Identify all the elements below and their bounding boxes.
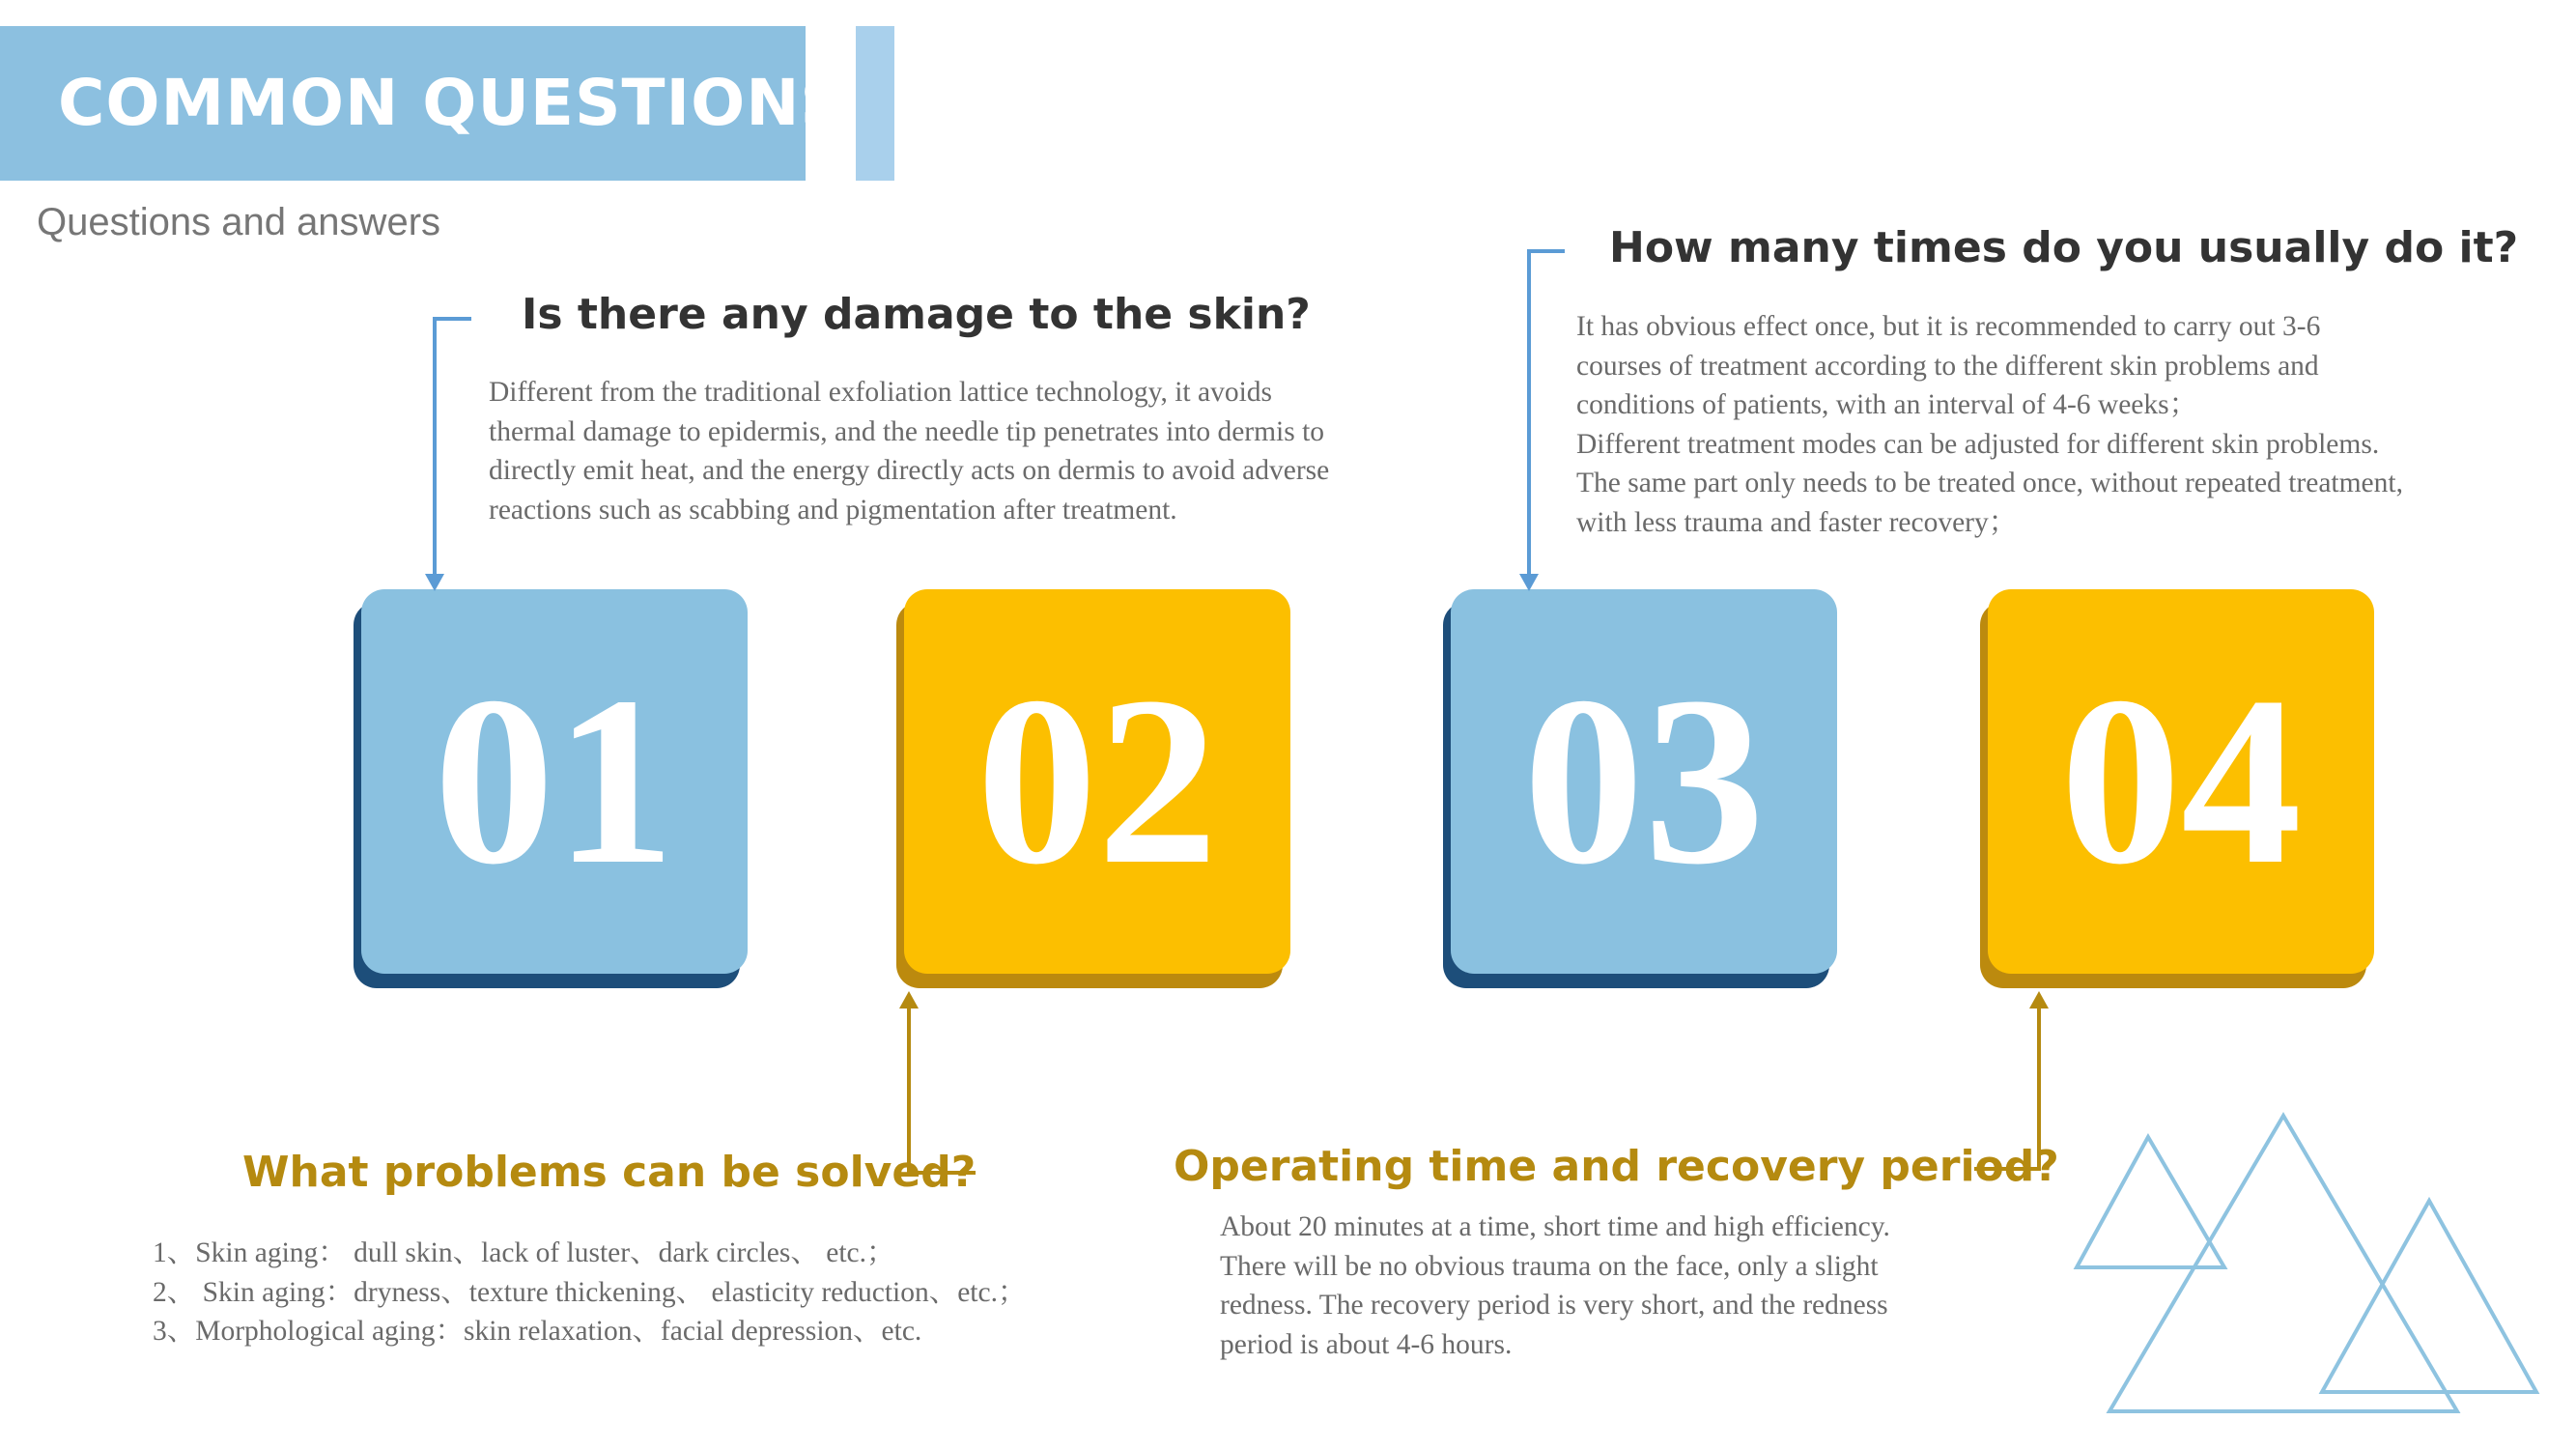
answer-line: It has obvious effect once, but it is recommended to carry out 3-6 <box>1576 311 2321 342</box>
card-03 <box>1451 589 1837 974</box>
answer-line: courses of treatment according to the different skin problems and <box>1576 350 2319 382</box>
card-02 <box>904 589 1290 974</box>
title-bar <box>0 26 847 181</box>
question-2-heading: What problems can be solved? <box>242 1148 977 1197</box>
answer-line: conditions of patients, with an interval of 4-6 weeks； <box>1576 389 2198 420</box>
card-01 <box>361 589 748 974</box>
triangle-icon <box>2109 1116 2457 1411</box>
card-04-number: 04 <box>2060 647 2302 915</box>
answer-line: thermal damage to epidermis, and the needle tip penetrates into dermis to <box>489 415 1325 447</box>
card-04 <box>1988 589 2374 974</box>
arrow-up-icon <box>2029 991 2049 1009</box>
question-4-heading: Operating time and recovery period? <box>1174 1142 2059 1191</box>
triangle-icon <box>2322 1201 2536 1392</box>
answer-line: The same part only needs to be treated once, without repeated treatment, <box>1576 468 2403 498</box>
answer-line: Different from the traditional exfoliation lattice technology, it avoids <box>489 377 1273 408</box>
question-1-heading: Is there any damage to the skin? <box>522 290 1311 339</box>
card-01-number: 01 <box>434 647 675 915</box>
arrow-up-icon <box>899 991 919 1009</box>
question-3-heading: How many times do you usually do it? <box>1609 223 2519 272</box>
answer-line: About 20 minutes at a time, short time and high efficiency. <box>1220 1211 1890 1242</box>
page-title: COMMON QUESTIONS <box>58 66 847 140</box>
decorative-triangles <box>2077 1116 2536 1411</box>
page-subtitle: Questions and answers <box>37 201 441 243</box>
question-1-answer <box>489 373 1329 529</box>
answer-line: with less trauma and faster recovery； <box>1576 506 2018 538</box>
question-3-answer <box>1576 307 2403 542</box>
question-4-answer <box>1220 1208 1890 1364</box>
title-accent-bar <box>856 26 894 181</box>
answer-line: redness. The recovery period is very short, and the redness <box>1220 1290 1888 1321</box>
card-03-number: 03 <box>1523 647 1765 915</box>
answer-line: period is about 4-6 hours. <box>1220 1328 1513 1360</box>
answer-line: Different treatment modes can be adjusted for different skin problems. <box>1576 428 2380 460</box>
triangle-icon <box>2077 1137 2224 1267</box>
answer-line: 1、Skin aging： dull skin、lack of luster、dark circles、 etc.； <box>153 1237 895 1268</box>
card-02-number: 02 <box>977 647 1218 915</box>
connector-q3 <box>1529 251 1565 576</box>
answer-line: 3、Morphological aging：skin relaxation、facial depression、etc. <box>153 1316 922 1347</box>
question-2-answer <box>153 1234 1026 1351</box>
answer-line: 2、 Skin aging：dryness、texture thickening、 elasticity reduction、etc.； <box>153 1276 1027 1308</box>
answer-line: reactions such as scabbing and pigmentation after treatment. <box>489 494 1177 526</box>
connector-q1 <box>435 319 471 576</box>
answer-line: directly emit heat, and the energy directly acts on dermis to avoid adverse <box>489 455 1330 486</box>
answer-line: There will be no obvious trauma on the face, only a slight <box>1220 1250 1879 1282</box>
